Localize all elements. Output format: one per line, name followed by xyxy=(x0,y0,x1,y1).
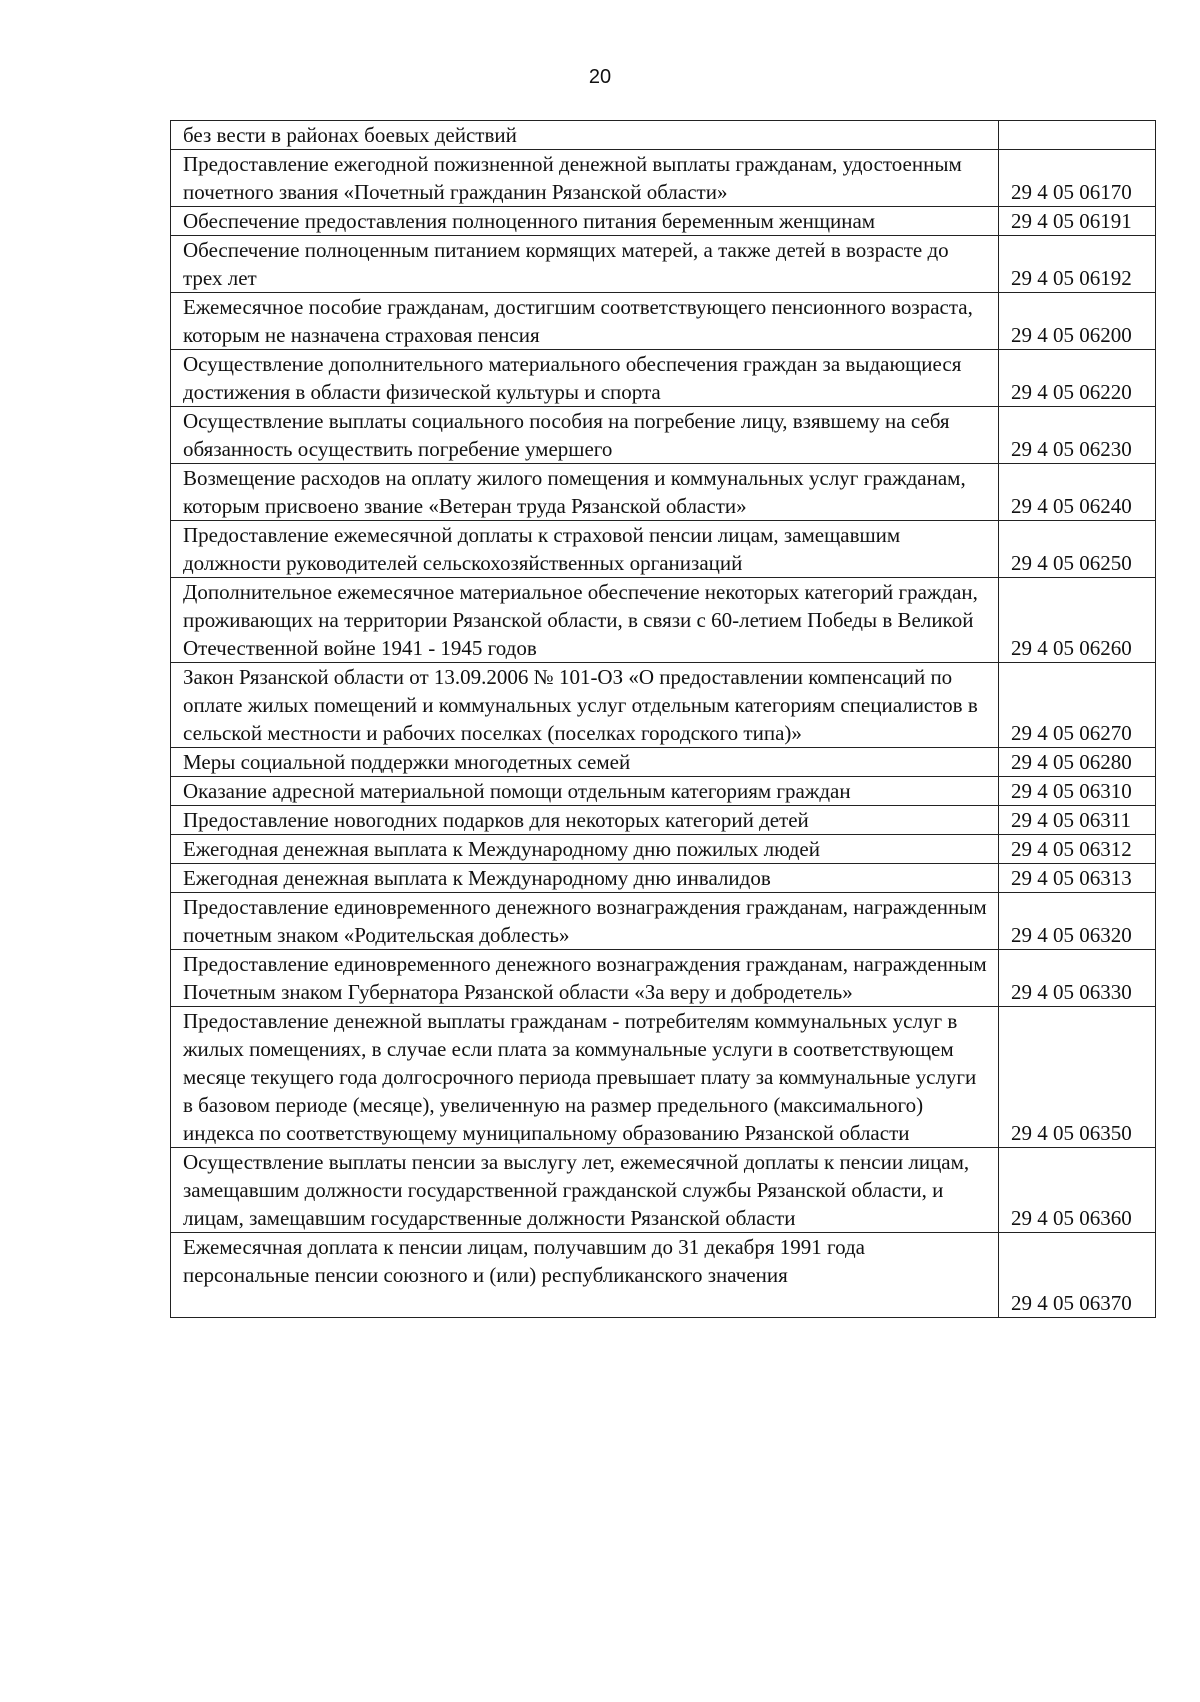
row-description: Осуществление дополнительного материального обеспечения граждан за выдающиеся достижения в области физической культуры и спорта xyxy=(171,350,999,407)
row-code: 29 4 05 06320 xyxy=(999,893,1156,950)
row-description: Ежегодная денежная выплата к Международному дню инвалидов xyxy=(171,864,999,893)
row-code: 29 4 05 06350 xyxy=(999,1007,1156,1148)
table-row xyxy=(171,407,1156,464)
row-code xyxy=(999,121,1156,150)
row-code: 29 4 05 06240 xyxy=(999,464,1156,521)
row-description: Осуществление выплаты социального пособия на погребение лицу, взявшему на себя обязанность осуществить погребение умершего xyxy=(171,407,999,464)
table-row xyxy=(171,236,1156,293)
row-description: без вести в районах боевых действий xyxy=(171,121,999,150)
row-description: Меры социальной поддержки многодетных семей xyxy=(171,748,999,777)
budget-classification-table xyxy=(170,120,1156,1318)
table-row xyxy=(171,835,1156,864)
table-row xyxy=(171,521,1156,578)
row-description: Предоставление ежегодной пожизненной денежной выплаты гражданам, удостоенным почетного звания «Почетный гражданин Рязанской области» xyxy=(171,150,999,207)
table-row xyxy=(171,1148,1156,1233)
row-code: 29 4 05 06250 xyxy=(999,521,1156,578)
table-row xyxy=(171,1007,1156,1148)
row-description: Обеспечение полноценным питанием кормящих матерей, а также детей в возрасте до трех лет xyxy=(171,236,999,293)
row-description: Ежемесячное пособие гражданам, достигшим соответствующего пенсионного возраста, которым не назначена страховая пенсия xyxy=(171,293,999,350)
row-code: 29 4 05 06330 xyxy=(999,950,1156,1007)
table-row xyxy=(171,806,1156,835)
row-description: Закон Рязанской области от 13.09.2006 № 101-ОЗ «О предоставлении компенсаций по оплате жилых помещений и коммунальных услуг отдельным категориям специалистов в сельской местности и рабочих поселках (поселках городского типа)» xyxy=(171,663,999,748)
table-row xyxy=(171,150,1156,207)
row-description: Предоставление единовременного денежного вознаграждения гражданам, награжденным Почетным знаком Губернатора Рязанской области «За веру и добродетель» xyxy=(171,950,999,1007)
row-code: 29 4 05 06313 xyxy=(999,864,1156,893)
page-number: 20 xyxy=(588,66,612,88)
row-code: 29 4 05 06191 xyxy=(999,207,1156,236)
table-row xyxy=(171,864,1156,893)
table-row xyxy=(171,777,1156,806)
row-code: 29 4 05 06260 xyxy=(999,578,1156,663)
table-row xyxy=(171,121,1156,150)
table-row xyxy=(171,950,1156,1007)
table-row xyxy=(171,350,1156,407)
row-code: 29 4 05 06312 xyxy=(999,835,1156,864)
row-description: Осуществление выплаты пенсии за выслугу лет, ежемесячной доплаты к пенсии лицам, замещавшим должности государственной гражданской службы Рязанской области, и лицам, замещавшим государственные должности Рязанской области xyxy=(171,1148,999,1233)
table-row xyxy=(171,748,1156,777)
row-description: Возмещение расходов на оплату жилого помещения и коммунальных услуг гражданам, которым присвоено звание «Ветеран труда Рязанской области» xyxy=(171,464,999,521)
row-code: 29 4 05 06370 xyxy=(999,1233,1156,1318)
row-code: 29 4 05 06310 xyxy=(999,777,1156,806)
table-row xyxy=(171,1233,1156,1318)
row-description: Предоставление единовременного денежного вознаграждения гражданам, награжденным почетным знаком «Родительская доблесть» xyxy=(171,893,999,950)
table-row xyxy=(171,293,1156,350)
row-code: 29 4 05 06270 xyxy=(999,663,1156,748)
row-description: Ежемесячная доплата к пенсии лицам, получавшим до 31 декабря 1991 года персональные пенсии союзного и (или) республиканского значения xyxy=(171,1233,999,1318)
table-row xyxy=(171,663,1156,748)
row-description: Ежегодная денежная выплата к Международному дню пожилых людей xyxy=(171,835,999,864)
row-description: Предоставление новогодних подарков для некоторых категорий детей xyxy=(171,806,999,835)
table-row xyxy=(171,207,1156,236)
row-code: 29 4 05 06360 xyxy=(999,1148,1156,1233)
row-code: 29 4 05 06220 xyxy=(999,350,1156,407)
row-description: Обеспечение предоставления полноценного питания беременным женщинам xyxy=(171,207,999,236)
row-description: Предоставление ежемесячной доплаты к страховой пенсии лицам, замещавшим должности руководителей сельскохозяйственных организаций xyxy=(171,521,999,578)
row-code: 29 4 05 06192 xyxy=(999,236,1156,293)
table-row xyxy=(171,464,1156,521)
row-code: 29 4 05 06170 xyxy=(999,150,1156,207)
row-description: Дополнительное ежемесячное материальное обеспечение некоторых категорий граждан, проживающих на территории Рязанской области, в связи с 60-летием Победы в Великой Отечественной войне 1941 - 1945 годов xyxy=(171,578,999,663)
table-row xyxy=(171,578,1156,663)
row-code: 29 4 05 06311 xyxy=(999,806,1156,835)
table-body xyxy=(171,121,1156,1318)
row-code: 29 4 05 06280 xyxy=(999,748,1156,777)
row-code: 29 4 05 06230 xyxy=(999,407,1156,464)
row-code: 29 4 05 06200 xyxy=(999,293,1156,350)
row-description: Предоставление денежной выплаты гражданам - потребителям коммунальных услуг в жилых помещениях, в случае если плата за коммунальные услуги в соответствующем месяце текущего года долгосрочного периода превышает плату за коммунальные услуги в базовом периоде (месяце), увеличенную на размер предельного (максимального) индекса по соответствующему муниципальному образованию Рязанской области xyxy=(171,1007,999,1148)
row-description: Оказание адресной материальной помощи отдельным категориям граждан xyxy=(171,777,999,806)
table-row xyxy=(171,893,1156,950)
